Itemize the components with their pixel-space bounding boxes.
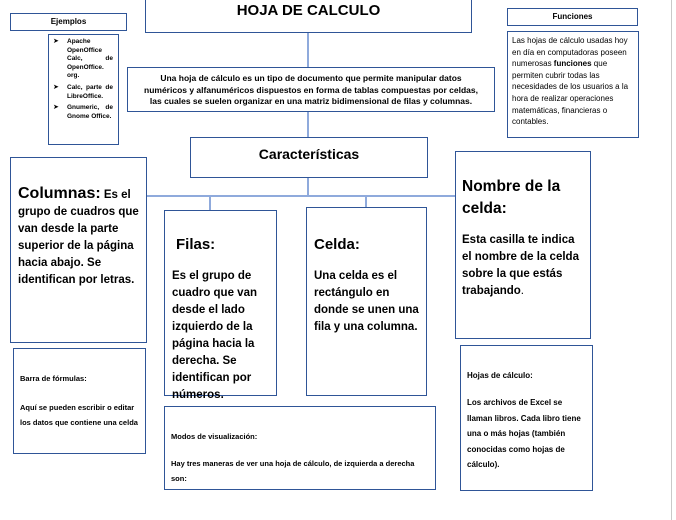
- definicion-text: Una hoja de cálculo es un tipo de documento que permite manipular datos numéricos y alfanuméricos dispuestos en forma de tablas compuestas por celdas, las cuales se suelen organizar en una matriz bidimensional de filas y columnas.: [144, 73, 478, 106]
- hojas-title: Hojas de cálculo:: [467, 371, 533, 380]
- barra-formulas-title: Barra de fórmulas:: [20, 374, 87, 383]
- arrow-bullet-icon: ➤: [53, 83, 59, 91]
- nombre-celda-period: .: [520, 285, 524, 297]
- funciones-text-bold: funciones: [553, 59, 592, 69]
- funciones-heading: Funciones: [552, 12, 593, 21]
- funciones-text-box: [507, 31, 639, 138]
- arrow-bullet-icon: ➤: [53, 38, 59, 45]
- columnas-box: [10, 157, 147, 343]
- ejemplos-heading-box: [10, 13, 127, 31]
- nombre-celda-text: Esta casilla te indica el nombre de la celda sobre la que estás trabajando: [462, 234, 579, 297]
- columnas-title: Columnas:: [18, 185, 101, 202]
- modos-text: Hay tres maneras de ver una hoja de cálculo, de izquierda a derecha son:: [171, 459, 415, 483]
- columnas-text: Es el grupo de cuadros que van desde la parte superior de la página hacia abajo. Se identifican por letras.: [18, 189, 139, 286]
- arrow-bullet-icon: ➤: [53, 104, 59, 112]
- list-item: ➤ Gnumeric, de Gnome Office.: [53, 104, 113, 120]
- celda-box: [306, 207, 427, 396]
- ejemplos-heading: Ejemplos: [50, 17, 87, 26]
- barra-formulas-box: [13, 348, 146, 454]
- filas-text: Es el grupo de cuadro que van desde el lado izquierdo de la página hacia la derecha. Se identifican por números.: [172, 270, 257, 401]
- filas-title: Filas:: [176, 236, 216, 253]
- funciones-heading-box: [507, 8, 638, 26]
- list-item: ➤ Apache OpenOffice Calc, de OpenOffice. org.: [53, 38, 113, 80]
- list-item: ➤ Calc, parte de LibreOffice.: [53, 83, 113, 100]
- funciones-text-after: que permiten cubrir todas las necesidades de los usuarios a la hora de realizar operaciones matemáticas, financieras o contables.: [512, 59, 629, 127]
- caracteristicas-box: [190, 137, 428, 178]
- page-edge-line: [671, 0, 672, 520]
- nombre-celda-box: [455, 151, 591, 339]
- barra-formulas-text: Aquí se pueden escribir o editar los datos que contiene una celda: [20, 403, 138, 427]
- funciones-text-before: Las hojas de cálculo usadas hoy en día en computadoras poseen numerosas: [512, 36, 628, 69]
- filas-box: [164, 210, 277, 401]
- title-box: [145, 0, 472, 33]
- page-title: HOJA DE CALCULO: [236, 2, 381, 19]
- modos-title: Modos de visualización:: [171, 432, 258, 441]
- celda-text: Una celda es el rectángulo en donde se unen una fila y una columna.: [314, 270, 419, 333]
- caracteristicas-title: Características: [258, 146, 360, 162]
- hojas-box: [460, 345, 593, 491]
- celda-title: Celda:: [314, 236, 360, 253]
- definicion-box: [127, 67, 495, 112]
- nombre-celda-text-wrap: [462, 232, 584, 300]
- modos-box: [164, 406, 436, 490]
- ejemplos-list: [53, 38, 113, 121]
- ejemplos-list-box: [48, 34, 119, 145]
- nombre-celda-title: Nombre de la celda:: [462, 178, 561, 217]
- hojas-text: Los archivos de Excel se llaman libros. Cada libro tiene una o más hojas (también conocidas como hojas de cálculo).: [467, 398, 581, 469]
